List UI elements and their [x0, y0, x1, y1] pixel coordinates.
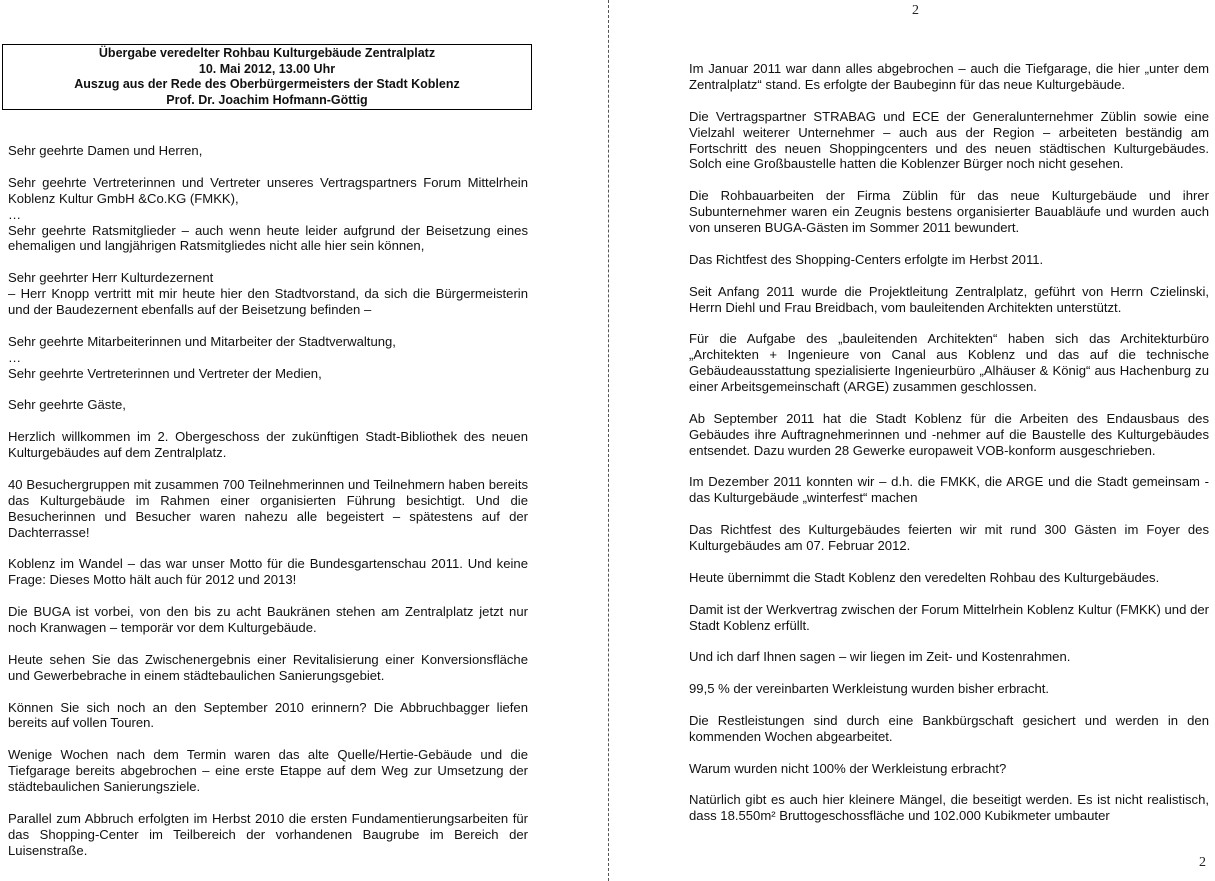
title-line-1: Übergabe veredelter Rohbau Kulturgebäude Zentralplatz	[98, 46, 436, 60]
paragraph: Die Vertragspartner STRABAG und ECE der Generalunternehmer Züblin sowie eine Vielzahl weiterer Unternehmer – auch aus der Region – arbeiteten beständig am Fortschritt des neuen Shoppingcenters und des neuen städtischen Kulturgebäudes. Solch eine Großbaustelle hatten die Koblenzer Bürger noch nicht gesehen.	[689, 108, 1209, 172]
paragraph: Natürlich gibt es auch hier kleinere Mängel, die beseitigt werden. Es ist nicht realistisch, dass 18.550m² Bruttogeschossfläche und 102.000 Kubikmeter umbauter	[689, 792, 1209, 824]
paragraph: Sehr geehrte Gäste,	[8, 397, 126, 413]
title-box	[2, 44, 532, 110]
page-number-bottom: 2	[1199, 855, 1206, 870]
paragraph: Heute sehen Sie das Zwischenergebnis einer Revitalisierung einer Konversionsfläche und Gewerbebrache in einem städtebaulichen Sanierungsgebiet.	[8, 651, 528, 683]
paragraph: Die BUGA ist vorbei, von den bis zu acht Baukränen stehen am Zentralplatz jetzt nur noch Kranwagen – temporär vor dem Kulturgebäude.	[8, 604, 528, 636]
paragraph: Für die Aufgabe des „bauleitenden Architekten“ haben sich das Architekturbüro „Architekten + Ingenieure von Canal aus Koblenz und das auf die technische Gebäudeausstattung spezialisierte Ingenieurbüro „Alhäuser & König“ aus Hachenburg zu einer Arbeitsgemeinschaft (ARGE) zusammen geschlossen.	[689, 331, 1209, 395]
title-line-2: 10. Mai 2012, 13.00 Uhr	[198, 61, 336, 76]
page-divider	[608, 0, 609, 881]
paragraph: Sehr geehrte Damen und Herren,	[8, 143, 203, 158]
paragraph: Das Richtfest des Shopping-Centers erfolgte im Herbst 2011.	[689, 251, 1044, 267]
paragraph: Können Sie sich noch an den September 2010 erinnern? Die Abbruchbagger liefen bereits auf vollen Touren.	[8, 699, 528, 731]
paragraph: Herzlich willkommen im 2. Obergeschoss der zukünftigen Stadt-Bibliothek des neuen Kulturgebäudes auf dem Zentralplatz.	[8, 429, 528, 461]
paragraph: Sehr geehrte Mitarbeiterinnen und Mitarbeiter der Stadtverwaltung, … Sehr geehrte Vertreterinnen und Vertreter der Medien,	[8, 333, 396, 381]
right-column	[689, 61, 1209, 840]
paragraph: Ab September 2011 hat die Stadt Koblenz für die Arbeiten des Endausbaus des Gebäudes ihre Auftragnehmerinnen und -nehmer auf die Baustelle des Kulturgebäudes entsendet. Dazu wurden 28 Gewerke europaweit VOB-konform ausgeschrieben.	[689, 410, 1209, 458]
title-line-3: Auszug aus der Rede des Oberbürgermeisters der Stadt Koblenz	[74, 77, 460, 92]
paragraph: Sehr geehrte Vertreterinnen und Vertreter unseres Vertragspartners Forum Mittelrhein Koblenz Kultur GmbH &Co.KG (FMKK), … Sehr geehrte Ratsmitglieder – auch wenn heute leider aufgrund der Beisetzung eines ehemaligen und langjährigen Ratsmitgliedes nicht alle hier sein können,	[8, 174, 528, 254]
paragraph: Die Rohbauarbeiten der Firma Züblin für das neue Kulturgebäude und ihrer Subunternehmer waren ein Zeugnis bestens organisierter Bauabläufe und wurden auch von unseren BUGA-Gästen im Sommer 2011 bewundert.	[689, 188, 1209, 236]
paragraph: Die Restleistungen sind durch eine Bankbürgschaft gesichert und werden in den kommenden Wochen abgearbeitet.	[689, 712, 1209, 744]
paragraph: Wenige Wochen nach dem Termin waren das alte Quelle/Hertie-Gebäude und die Tiefgarage bereits abgebrochen – eine erste Etappe auf dem Weg zur Umsetzung der städtebaulichen Sanierungsziele.	[8, 747, 528, 795]
title-line-4: Prof. Dr. Joachim Hofmann-Göttig	[166, 92, 368, 107]
paragraph: Parallel zum Abbruch erfolgten im Herbst 2010 die ersten Fundamentierungsarbeiten für das Shopping-Center im Teilbereich der vorhandenen Baugrube im Bereich der Luisenstraße.	[8, 810, 528, 858]
paragraph: Und ich darf Ihnen sagen – wir liegen im Zeit- und Kostenrahmen.	[689, 649, 1071, 665]
paragraph: Warum wurden nicht 100% der Werkleistung erbracht?	[689, 760, 1007, 776]
paragraph: Im Dezember 2011 konnten wir – d.h. die FMKK, die ARGE und die Stadt gemeinsam - das Kulturgebäude „winterfest“ machen	[689, 474, 1209, 506]
paragraph: 99,5 % der vereinbarten Werkleistung wurden bisher erbracht.	[689, 681, 1050, 697]
left-column	[8, 143, 528, 874]
paragraph: Damit ist der Werkvertrag zwischen der Forum Mittelrhein Koblenz Kultur (FMKK) und der Stadt Koblenz erfüllt.	[689, 601, 1209, 633]
page-number-top: 2	[912, 3, 919, 18]
paragraph: Das Richtfest des Kulturgebäudes feierten wir mit rund 300 Gästen im Foyer des Kulturgebäudes am 07. Februar 2012.	[689, 522, 1209, 554]
paragraph: Seit Anfang 2011 wurde die Projektleitung Zentralplatz, geführt von Herrn Czielinski, Herrn Diehl und Frau Breidbach, vom bauleitenden Architekten unterstützt.	[689, 283, 1209, 315]
paragraph: Im Januar 2011 war dann alles abgebrochen – auch die Tiefgarage, die hier „unter dem Zentralplatz“ stand. Es erfolgte der Baubeginn für das neue Kulturgebäude.	[689, 61, 1209, 92]
paragraph: Koblenz im Wandel – das war unser Motto für die Bundesgartenschau 2011. Und keine Frage: Dieses Motto hält auch für 2012 und 2013!	[8, 556, 528, 588]
paragraph: Sehr geehrter Herr Kulturdezernent – Herr Knopp vertritt mit mir heute hier den Stadtvorstand, da sich die Bürgermeisterin und der Baudezernent ebenfalls auf der Beisetzung befinden –	[8, 270, 528, 318]
paragraph: 40 Besuchergruppen mit zusammen 700 Teilnehmerinnen und Teilnehmern haben bereits das Kulturgebäude im Rahmen einer organisierten Führung besichtigt. Und die Besucherinnen und Besucher waren nahezu alle begeistert – spätestens auf der Dachterrasse!	[8, 476, 528, 540]
paragraph: Heute übernimmt die Stadt Koblenz den veredelten Rohbau des Kulturgebäudes.	[689, 569, 1160, 585]
